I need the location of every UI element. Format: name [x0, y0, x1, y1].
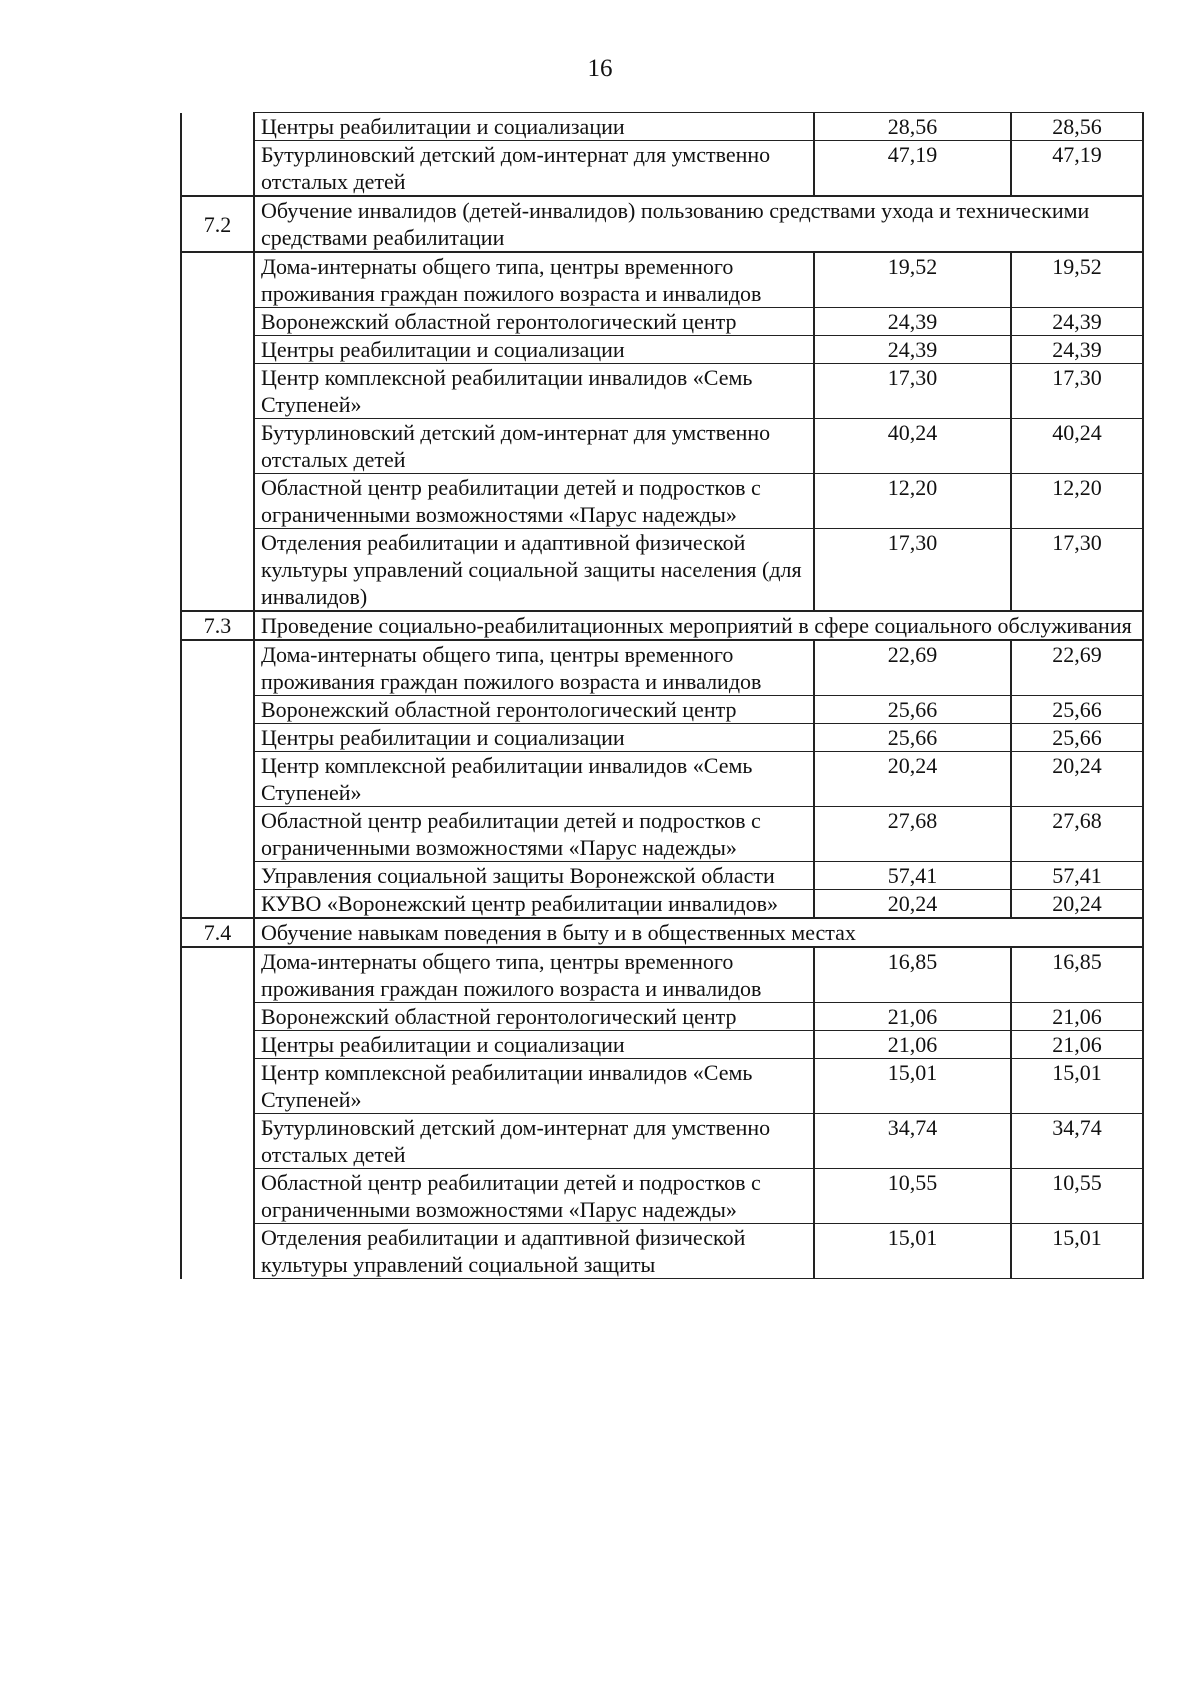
table-row [181, 113, 1143, 141]
institution-name: Отделения реабилитации и адаптивной физической культуры управлений социальной защиты населения (для инвалидов) [254, 529, 814, 612]
row-number-cell [181, 1031, 254, 1059]
section-row [181, 918, 1143, 947]
row-number-cell [181, 1169, 254, 1224]
row-number-cell [181, 696, 254, 724]
value-1: 24,39 [814, 308, 1011, 336]
table-row [181, 752, 1143, 807]
row-number-cell [181, 364, 254, 419]
value-1: 17,30 [814, 364, 1011, 419]
section-title: Проведение социально-реабилитационных мероприятий в сфере социального обслуживания [254, 611, 1143, 640]
value-1: 47,19 [814, 141, 1011, 197]
row-number-cell [181, 724, 254, 752]
table-row [181, 862, 1143, 890]
institution-name: КУВО «Воронежский центр реабилитации инвалидов» [254, 890, 814, 919]
value-1: 34,74 [814, 1114, 1011, 1169]
table-row [181, 890, 1143, 919]
page-number: 16 [587, 55, 613, 82]
table-row [181, 1224, 1143, 1279]
value-1: 20,24 [814, 890, 1011, 919]
section-row [181, 196, 1143, 252]
value-1: 16,85 [814, 947, 1011, 1003]
row-number-cell [181, 752, 254, 807]
row-number-cell [181, 862, 254, 890]
section-number: 7.4 [181, 918, 254, 947]
value-1: 17,30 [814, 529, 1011, 612]
value-2: 16,85 [1011, 947, 1143, 1003]
institution-name: Дома-интернаты общего типа, центры временного проживания граждан пожилого возраста и инвалидов [254, 640, 814, 696]
value-2: 24,39 [1011, 308, 1143, 336]
institution-name: Областной центр реабилитации детей и подростков с ограниченными возможностями «Парус надежды» [254, 1169, 814, 1224]
value-1: 10,55 [814, 1169, 1011, 1224]
value-2: 27,68 [1011, 807, 1143, 862]
value-1: 28,56 [814, 113, 1011, 141]
table-row [181, 947, 1143, 1003]
institution-name: Центр комплексной реабилитации инвалидов «Семь Ступеней» [254, 752, 814, 807]
value-1: 21,06 [814, 1031, 1011, 1059]
value-2: 47,19 [1011, 141, 1143, 197]
row-number-cell [181, 252, 254, 308]
table-row [181, 1059, 1143, 1114]
table-row [181, 1031, 1143, 1059]
institution-name: Управления социальной защиты Воронежской области [254, 862, 814, 890]
row-number-cell [181, 890, 254, 919]
value-1: 15,01 [814, 1224, 1011, 1279]
institution-name: Бутурлиновский детский дом-интернат для умственно отсталых детей [254, 1114, 814, 1169]
institution-name: Центр комплексной реабилитации инвалидов «Семь Ступеней» [254, 1059, 814, 1114]
table-row [181, 141, 1143, 197]
table-body [181, 113, 1143, 1279]
row-number-cell [181, 1224, 254, 1279]
value-2: 24,39 [1011, 336, 1143, 364]
value-1: 22,69 [814, 640, 1011, 696]
section-title: Обучение инвалидов (детей-инвалидов) пользованию средствами ухода и техническими средствами реабилитации [254, 196, 1143, 252]
table-row [181, 419, 1143, 474]
row-number-cell [181, 640, 254, 696]
value-2: 21,06 [1011, 1003, 1143, 1031]
table-row [181, 640, 1143, 696]
institution-name: Центр комплексной реабилитации инвалидов «Семь Ступеней» [254, 364, 814, 419]
institution-name: Бутурлиновский детский дом-интернат для умственно отсталых детей [254, 141, 814, 197]
row-number-cell [181, 308, 254, 336]
table-row [181, 474, 1143, 529]
value-2: 57,41 [1011, 862, 1143, 890]
value-2: 25,66 [1011, 696, 1143, 724]
table-row [181, 1114, 1143, 1169]
table-row [181, 807, 1143, 862]
institution-name: Центры реабилитации и социализации [254, 724, 814, 752]
value-2: 20,24 [1011, 752, 1143, 807]
row-number-cell [181, 474, 254, 529]
section-number: 7.3 [181, 611, 254, 640]
institution-name: Центры реабилитации и социализации [254, 336, 814, 364]
value-1: 15,01 [814, 1059, 1011, 1114]
table-row [181, 252, 1143, 308]
row-number-cell [181, 1003, 254, 1031]
value-1: 19,52 [814, 252, 1011, 308]
table-row [181, 529, 1143, 612]
institution-name: Воронежский областной геронтологический центр [254, 1003, 814, 1031]
row-number-cell [181, 807, 254, 862]
institution-name: Воронежский областной геронтологический центр [254, 696, 814, 724]
value-1: 25,66 [814, 724, 1011, 752]
row-number-cell [181, 529, 254, 612]
value-2: 22,69 [1011, 640, 1143, 696]
value-2: 25,66 [1011, 724, 1143, 752]
value-2: 15,01 [1011, 1224, 1143, 1279]
row-number-cell [181, 1059, 254, 1114]
row-number-cell [181, 419, 254, 474]
value-1: 24,39 [814, 336, 1011, 364]
table-row [181, 724, 1143, 752]
value-1: 20,24 [814, 752, 1011, 807]
institution-name: Центры реабилитации и социализации [254, 113, 814, 141]
row-number-cell [181, 113, 254, 141]
value-1: 27,68 [814, 807, 1011, 862]
section-row [181, 611, 1143, 640]
table-row [181, 308, 1143, 336]
institution-name: Дома-интернаты общего типа, центры временного проживания граждан пожилого возраста и инвалидов [254, 947, 814, 1003]
row-number-cell [181, 1114, 254, 1169]
row-number-cell [181, 141, 254, 197]
institution-name: Областной центр реабилитации детей и подростков с ограниченными возможностями «Парус надежды» [254, 807, 814, 862]
table-row [181, 696, 1143, 724]
value-2: 15,01 [1011, 1059, 1143, 1114]
institution-name: Бутурлиновский детский дом-интернат для умственно отсталых детей [254, 419, 814, 474]
institution-name: Отделения реабилитации и адаптивной физической культуры управлений социальной защиты [254, 1224, 814, 1279]
value-1: 57,41 [814, 862, 1011, 890]
value-2: 10,55 [1011, 1169, 1143, 1224]
value-2: 20,24 [1011, 890, 1143, 919]
institution-name: Дома-интернаты общего типа, центры временного проживания граждан пожилого возраста и инвалидов [254, 252, 814, 308]
table-row [181, 1169, 1143, 1224]
value-1: 21,06 [814, 1003, 1011, 1031]
value-2: 17,30 [1011, 364, 1143, 419]
value-2: 40,24 [1011, 419, 1143, 474]
institution-name: Центры реабилитации и социализации [254, 1031, 814, 1059]
value-2: 17,30 [1011, 529, 1143, 612]
institution-name: Областной центр реабилитации детей и подростков с ограниченными возможностями «Парус надежды» [254, 474, 814, 529]
table-row [181, 336, 1143, 364]
institution-name: Воронежский областной геронтологический центр [254, 308, 814, 336]
value-1: 40,24 [814, 419, 1011, 474]
table-row [181, 1003, 1143, 1031]
row-number-cell [181, 947, 254, 1003]
value-2: 19,52 [1011, 252, 1143, 308]
row-number-cell [181, 336, 254, 364]
section-title: Обучение навыкам поведения в быту и в общественных местах [254, 918, 1143, 947]
table-row [181, 364, 1143, 419]
value-2: 21,06 [1011, 1031, 1143, 1059]
tariff-table [180, 112, 1144, 1279]
value-2: 34,74 [1011, 1114, 1143, 1169]
value-1: 12,20 [814, 474, 1011, 529]
value-2: 12,20 [1011, 474, 1143, 529]
value-1: 25,66 [814, 696, 1011, 724]
section-number: 7.2 [181, 196, 254, 252]
value-2: 28,56 [1011, 113, 1143, 141]
